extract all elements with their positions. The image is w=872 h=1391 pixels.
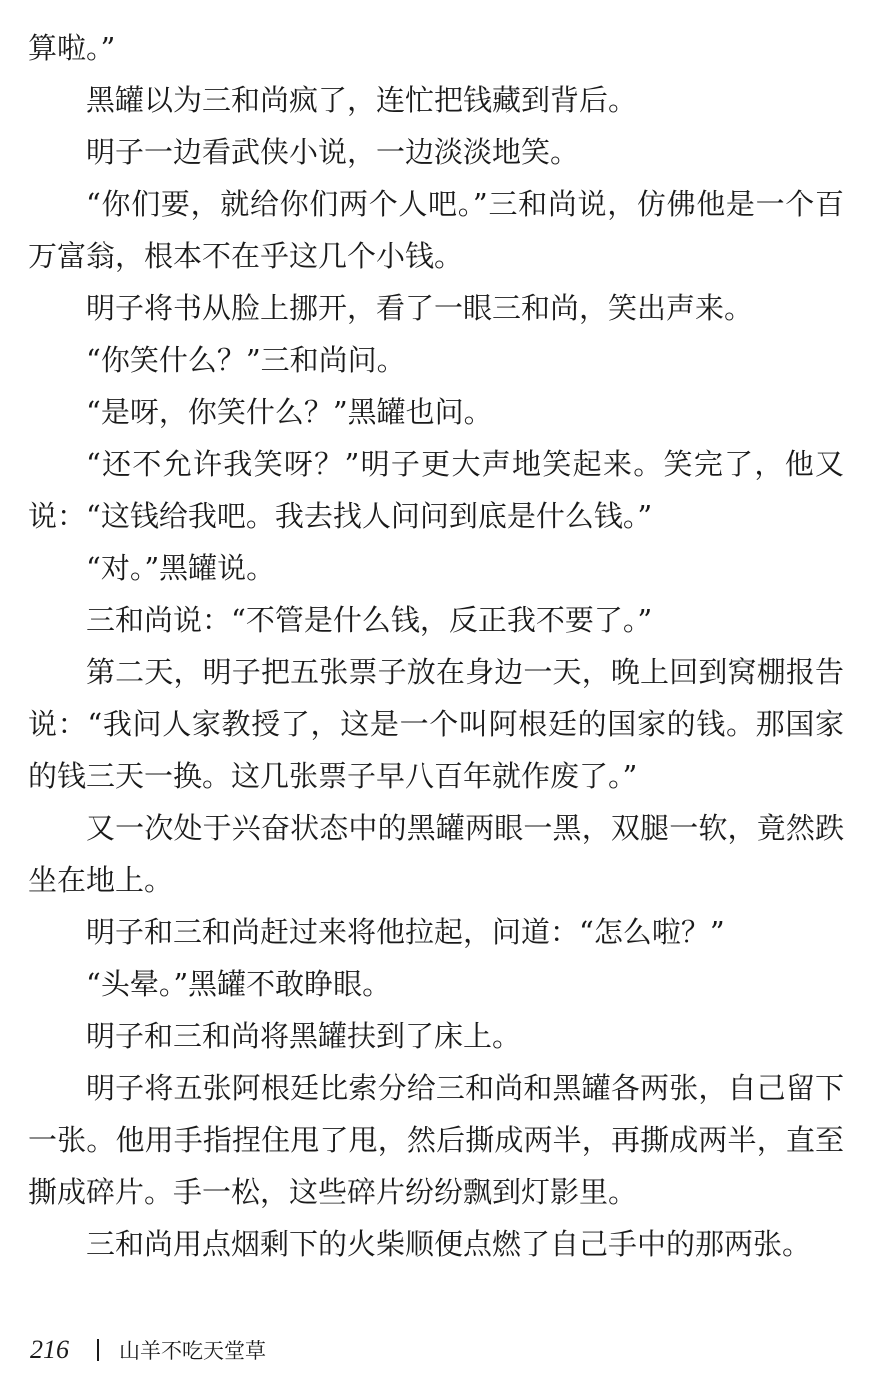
paragraph-continuation: 算啦。” [28,31,116,65]
paragraph: “头晕。”黑罐不敢睁眼。 [86,967,392,1001]
paragraph: 黑罐以为三和尚疯了，连忙把钱藏到背后。 [86,83,638,117]
footer-divider [97,1339,99,1361]
book-title: 山羊不吃天堂草 [119,1339,266,1363]
paragraph: “你笑什么？”三和尚问。 [86,343,406,377]
paragraph: 又一次处于兴奋状态中的黑罐两眼一黑，双腿一软，竟然跌坐在地上。 [28,811,844,897]
paragraph: 第二天，明子把五张票子放在身边一天，晚上回到窝棚报告说：“我问人家教授了，这是一个叫阿根廷的国家的钱。那国家的钱三天一换。这几张票子早八百年就作废了。” [28,655,844,793]
body-text [28,22,844,1270]
paragraph: 三和尚用点烟剩下的火柴顺便点燃了自己手中的那两张。 [86,1227,812,1261]
paragraph: 明子将五张阿根廷比索分给三和尚和黑罐各两张，自己留下一张。他用手指捏住甩了甩，然后撕成两半，再撕成两半，直至撕成碎片。手一松，这些碎片纷纷飘到灯影里。 [28,1071,844,1209]
paragraph: 明子和三和尚赶过来将他拉起，问道：“怎么啦？” [86,915,725,949]
paragraph: “还不允许我笑呀？”明子更大声地笑起来。笑完了，他又说：“这钱给我吧。我去找人问问到底是什么钱。” [28,447,844,533]
paragraph: 明子将书从脸上挪开，看了一眼三和尚，笑出声来。 [86,291,754,325]
paragraph: 三和尚说：“不管是什么钱，反正我不要了。” [86,603,653,637]
paragraph: “是呀，你笑什么？”黑罐也问。 [86,395,493,429]
paragraph: 明子一边看武侠小说，一边淡淡地笑。 [86,135,580,169]
paragraph: “对。”黑罐说。 [86,551,276,585]
page-footer [30,1333,266,1367]
paragraph: 明子和三和尚将黑罐扶到了床上。 [86,1019,522,1053]
page-number: 216 [30,1335,69,1364]
paragraph: “你们要，就给你们两个人吧。”三和尚说，仿佛他是一个百万富翁，根本不在乎这几个小钱。 [28,187,844,273]
